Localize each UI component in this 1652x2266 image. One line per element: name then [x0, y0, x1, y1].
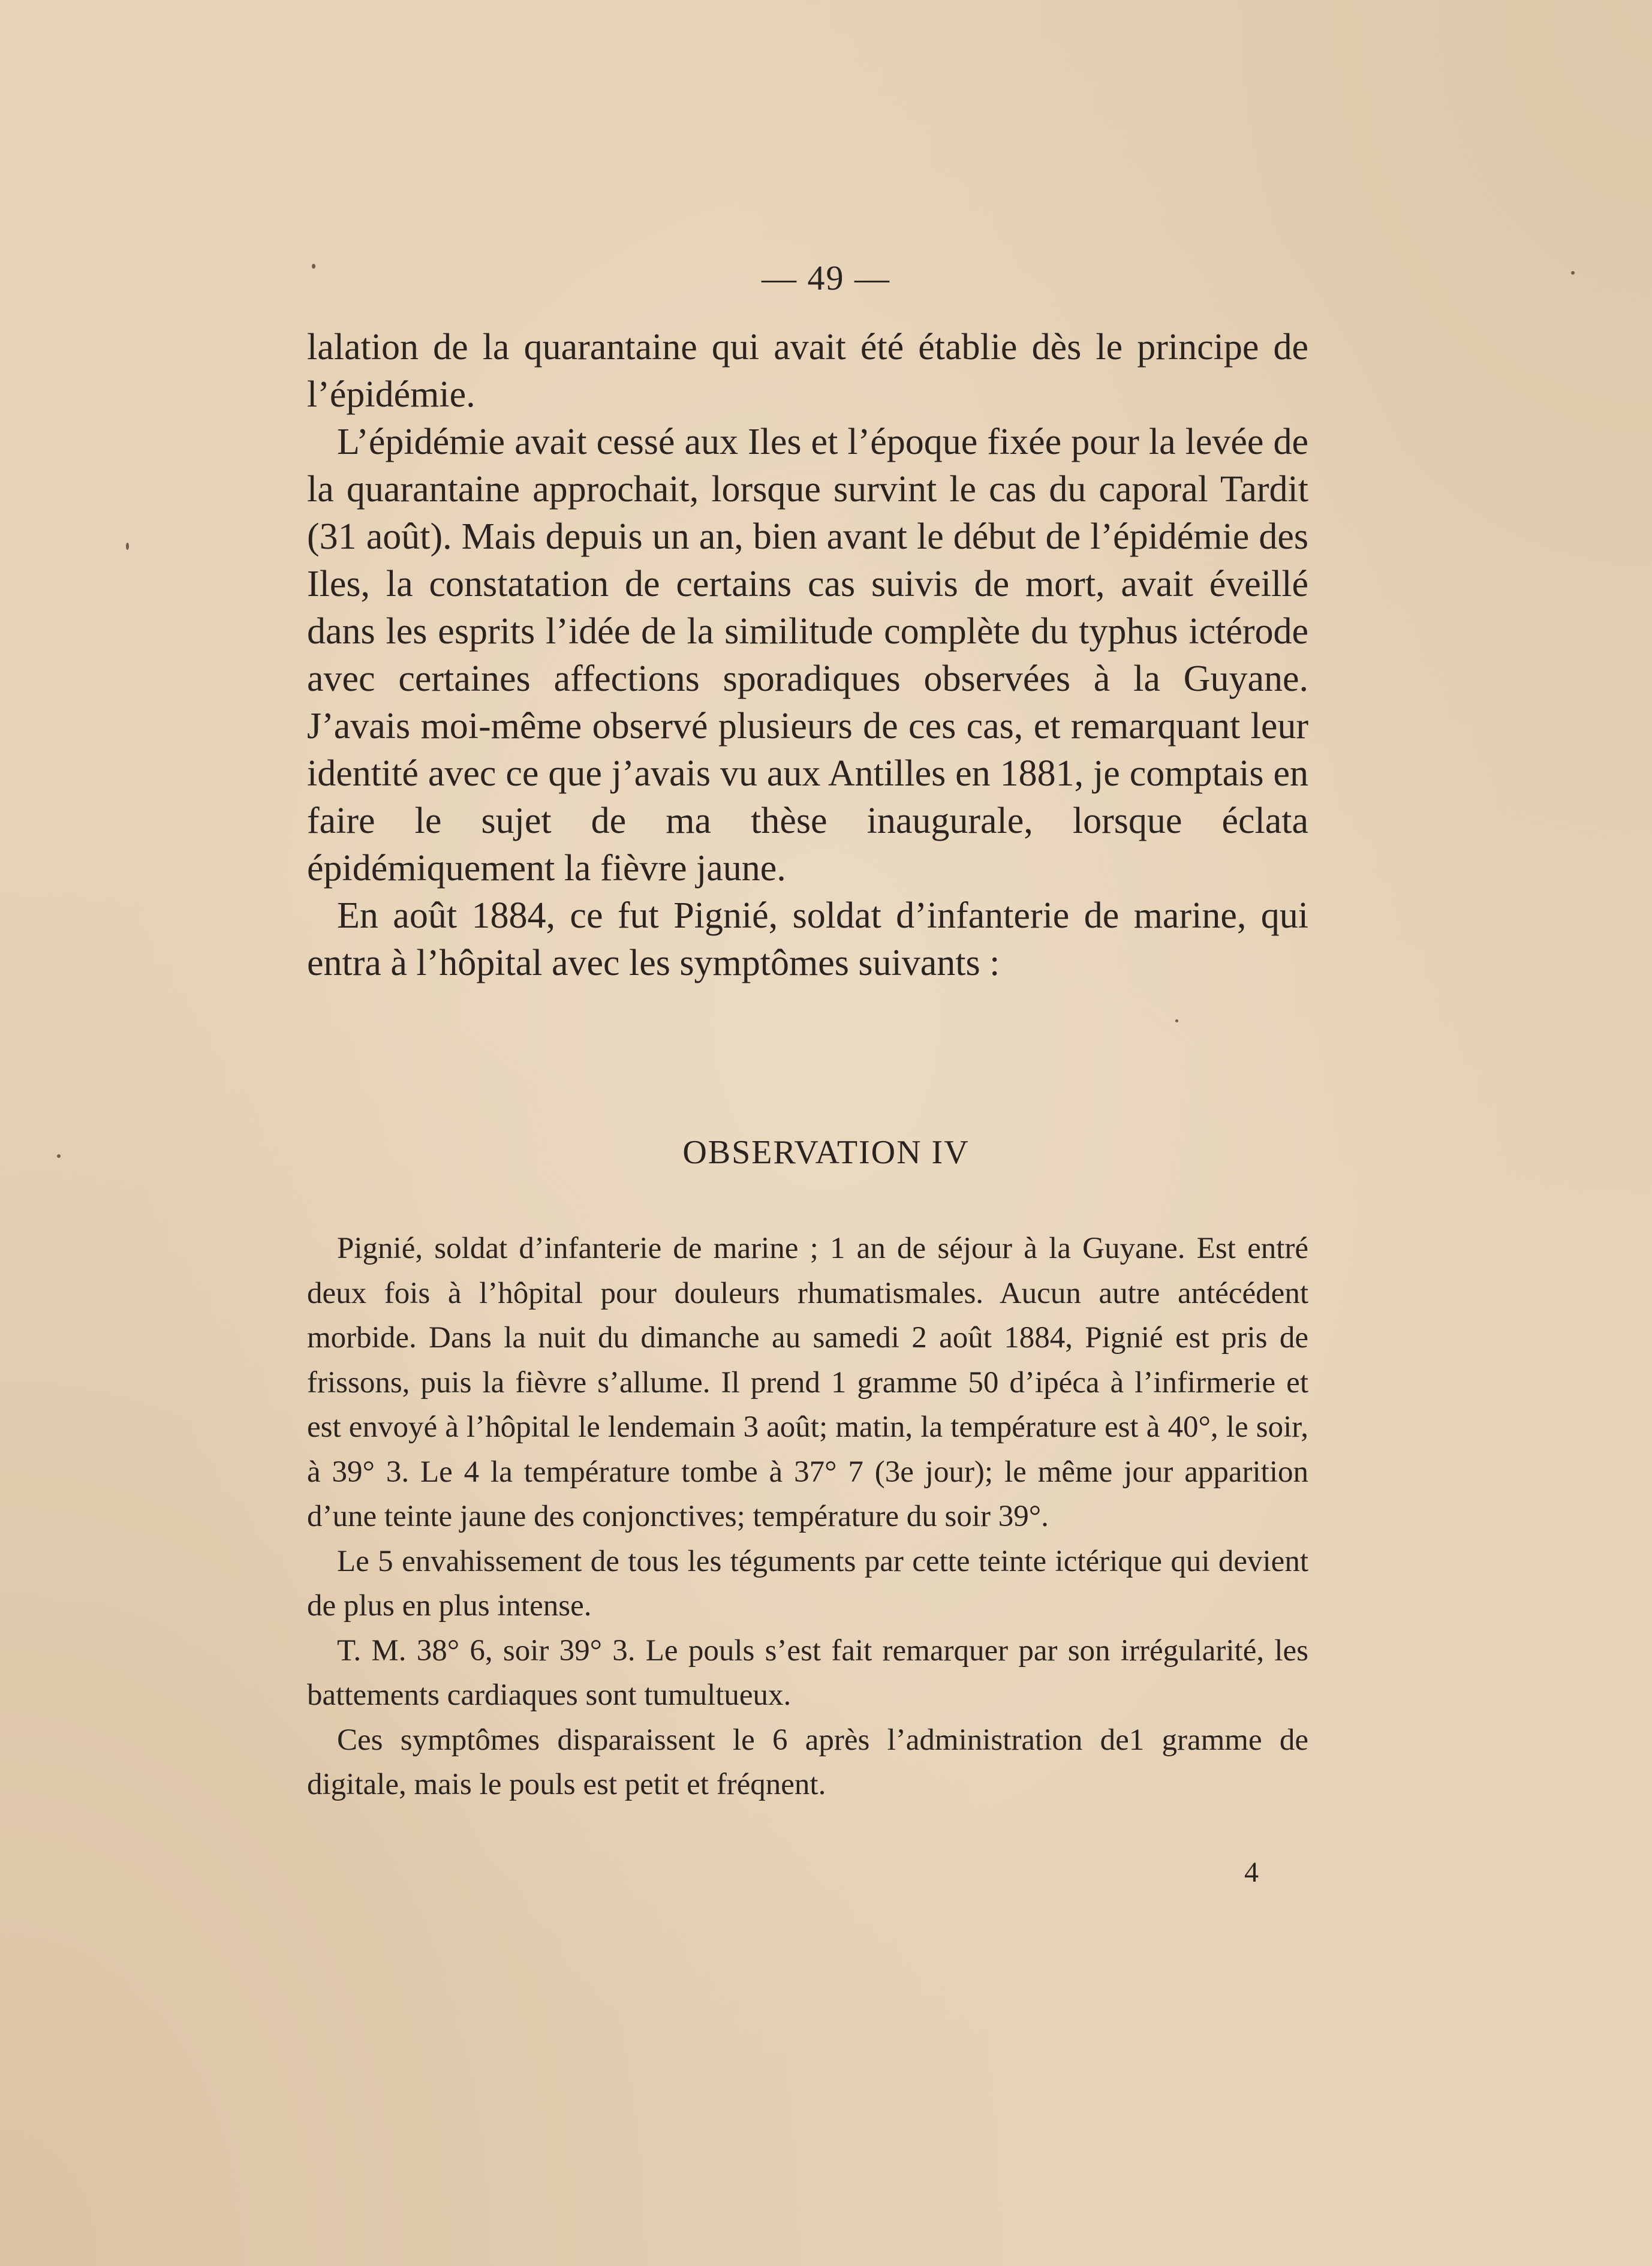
body-text: [307, 324, 1308, 987]
observation-paragraph: T. M. 38° 6, soir 39° 3. Le pouls s’est fait remarquer par son irrégularité, les battements cardiaques sont tumultueux.: [307, 1633, 1308, 1712]
signature-mark: 4: [1244, 1856, 1259, 1888]
paper-speck: [1175, 1019, 1178, 1022]
observation-heading: OBSERVATION IV: [682, 1134, 970, 1171]
observation-paragraph: Pignié, soldat d’infanterie de marine ; 1 an de séjour à la Guyane. Est entré deux fois à l’hôpital pour douleurs rhumatismales. Aucun autre antécédent morbide. Dans la nuit du dimanche au samedi 2 août 1884, Pignié est pris de frissons, puis la fièvre s’allume. Il prend 1 gramme 50 d’ipéca à l’infirmerie et est envoyé à l’hôpital le lendemain 3 août; matin, la température est à 40°, le soir, à 39° 3. Le 4 la température tombe à 37° 7 (3e jour); le même jour apparition d’une teinte jaune des conjonctives; température du soir 39°.: [307, 1232, 1308, 1533]
paper-speck: [126, 543, 129, 550]
observation-paragraph: Le 5 envahissement de tous les téguments par cette teinte ictérique qui devient de plus en plus intense.: [307, 1544, 1308, 1623]
paragraph: L’épidémie avait cessé aux Iles et l’époque fixée pour la levée de la quarantaine approchait, lorsque survint le cas du caporal Tardit (31 août). Mais depuis un an, bien avant le début de l’épidémie des Iles, la constatation de certains cas suivis de mort, avait éveillé dans les esprits l’idée de la similitude complète du typhus ictérode avec certaines affections sporadiques observées à la Guyane. J’avais moi-même observé plusieurs de ces cas, et remarquant leur identité avec ce que j’avais vu aux Antilles en 1881, je comptais en faire le sujet de ma thèse inaugurale, lorsque éclata épidémiquement la fièvre jaune.: [307, 422, 1308, 889]
paragraph: En août 1884, ce fut Pignié, soldat d’infanterie de marine, qui entra à l’hôpital avec les symptômes suivants :: [307, 895, 1308, 983]
page-number: — 49 —: [762, 258, 890, 297]
paragraph: lalation de la quarantaine qui avait été établie dès le principe de l’épidémie.: [307, 327, 1308, 415]
observation-paragraph: Ces symptômes disparaissent le 6 après l’administration de1 gramme de digitale, mais le pouls est petit et fréqnent.: [307, 1723, 1308, 1801]
observation-text: [307, 1226, 1308, 1807]
